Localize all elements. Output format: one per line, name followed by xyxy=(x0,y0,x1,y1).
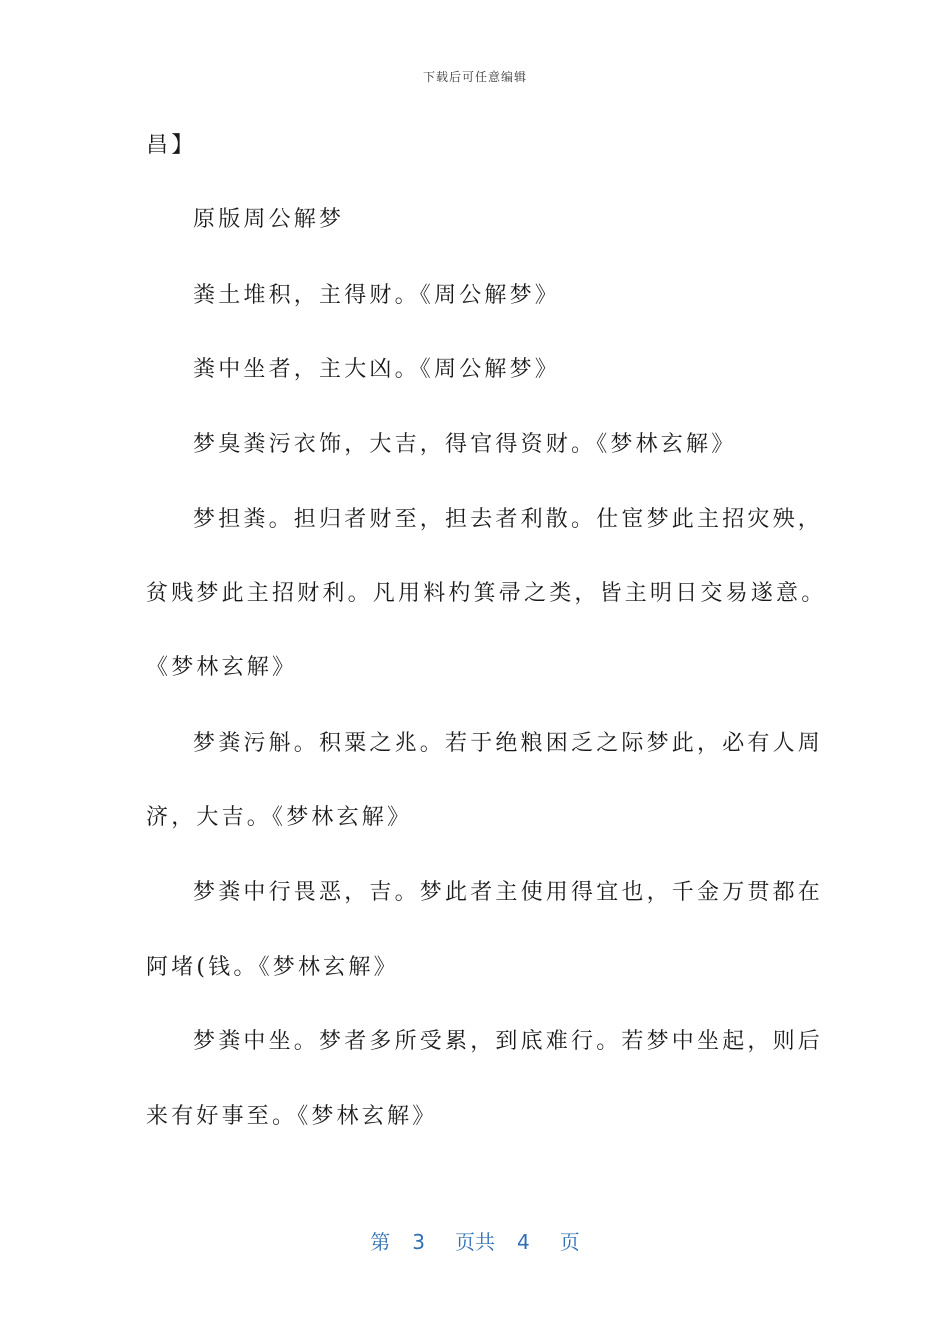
paragraph-line: 梦粪中坐。梦者多所受累，到底难行。若梦中坐起，则后 xyxy=(193,1029,824,1054)
text-line: 昌】 xyxy=(146,133,197,158)
paragraph-line: 梦臭粪污衣饰，大吉，得官得资财。《梦林玄解》 xyxy=(193,432,737,457)
paragraph-line: 来有好事至。《梦林玄解》 xyxy=(146,1104,438,1129)
section-title: 原版周公解梦 xyxy=(193,207,345,232)
paragraph-line: 粪中坐者，主大凶。《周公解梦》 xyxy=(193,357,561,382)
paragraph-line: 梦粪中行畏恶，吉。梦此者主使用得宜也，千金万贯都在 xyxy=(193,880,824,905)
paragraph-line: 梦粪污斛。积粟之兆。若于绝粮困乏之际梦此，必有人周 xyxy=(193,731,824,756)
current-page-number: 3 xyxy=(412,1230,425,1254)
page-suffix: 页 xyxy=(559,1230,580,1254)
total-pages-number: 4 xyxy=(517,1230,530,1254)
paragraph-line: 《梦林玄解》 xyxy=(146,655,298,680)
paragraph-line: 贫贱梦此主招财利。凡用料杓箕帚之类，皆主明日交易遂意。 xyxy=(146,581,827,606)
header-note: 下载后可任意编辑 xyxy=(422,70,527,84)
page-middle: 页共 xyxy=(455,1230,495,1254)
paragraph-line: 梦担粪。担归者财至，担去者利散。仕宦梦此主招灾殃， xyxy=(193,507,824,532)
paragraph-line: 济，大吉。《梦林玄解》 xyxy=(146,805,413,830)
paragraph-line: 阿堵(钱。《梦林玄解》 xyxy=(146,955,399,980)
paragraph-line: 粪土堆积，主得财。《周公解梦》 xyxy=(193,283,561,308)
page-prefix: 第 xyxy=(370,1230,391,1254)
page-footer xyxy=(0,1226,950,1255)
